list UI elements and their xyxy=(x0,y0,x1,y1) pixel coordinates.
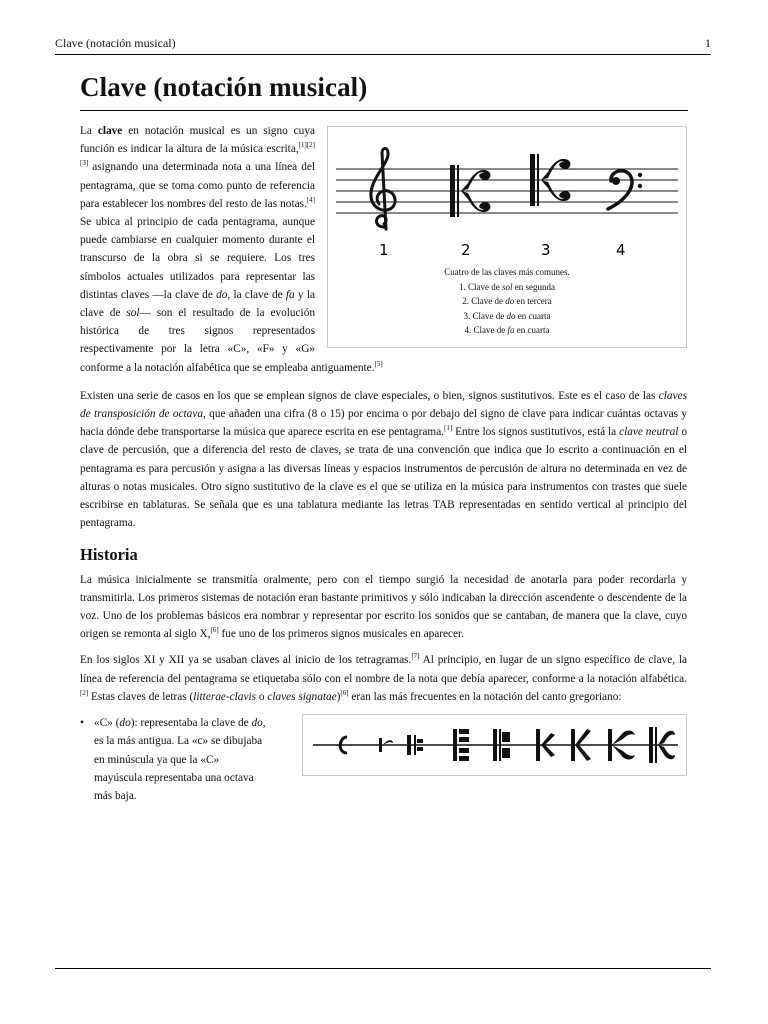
header-rule xyxy=(55,54,711,55)
clef-number-3: 3 xyxy=(541,241,551,259)
list-item xyxy=(80,714,687,805)
clef-number-1: 1 xyxy=(379,241,389,259)
reference-link[interactable]: [7] xyxy=(411,652,420,661)
reference-link[interactable]: [1][2][3] xyxy=(80,141,315,168)
reference-link[interactable]: [6] xyxy=(340,688,349,697)
clef-number-2: 2 xyxy=(461,241,471,259)
footer-rule xyxy=(55,968,711,969)
treble-clef-icon xyxy=(371,149,395,230)
intro-paragraph-2: Existen una serie de casos en los que se emplean signos de clave especiales, o bien, signos sustitutivos. Este es el caso de las claves de transposición de octava, que añaden una cifra (8 o 15) por encima o por debajo del signo de clave para indicar cuántas octavas y hacia dónde debe transportarse la música que aparece escrita en ese pentagrama.[1] Entre los signos sustitutivos, está la clave neutral o clave de percusión, que a diferencia del resto de claves, se trata de una convención que indica que lo escrito a continuación en el pentagrama es para percusión y asigna a las diversas líneas y espacios instrumentos de percusión de altura no determinada en vez de alturas o notas musicales. Otro signo sustitutivo de la clave es el que se utiliza en la música para instrumentos con trastes que suele escribirse en tablaturas. Se señala que es una tablatura mediante las letras TAB representadas en sentido vertical al principio del pentagrama. xyxy=(80,389,688,530)
bullet-text: «C» (do): representaba la clave de do, es la más antigua. La «c» se dibujaba en minúscula ya que la «C» mayúscula representaba una octava más baja. xyxy=(94,717,266,802)
clef-number-4: 4 xyxy=(616,241,626,259)
caption-line: 3. Clave de do en cuarta xyxy=(463,310,551,321)
c-clef-evolution-figure xyxy=(302,714,687,776)
reference-link[interactable]: [2] xyxy=(80,688,89,697)
historia-paragraph-1: La música inicialmente se transmitía oralmente, pero con el tiempo surgió la necesidad de anotarla para poder recordarla y transmitirla. Los primeros sistemas de notación eran bastante primitivos y sólo indicaban la dirección ascendente o descendente de la voz. Uno de los problemas básicos era nombrar y representar por escrito los sonidos que se cantaban, de manera que la clave, cuyo origen se remonta al siglo X,[6] fue uno de los primeros signos musicales en aparecer. xyxy=(80,573,687,641)
clefs-figure xyxy=(327,126,687,348)
page-number: 1 xyxy=(705,36,711,50)
caption-title: Cuatro de las claves más comunes. xyxy=(444,267,570,277)
section-heading-historia: Historia xyxy=(80,545,138,565)
reference-link[interactable]: [5] xyxy=(374,359,383,368)
bullet-marker: • xyxy=(80,717,84,730)
reference-link[interactable]: [4] xyxy=(306,195,315,204)
bass-clef-icon xyxy=(608,171,642,209)
figure-caption xyxy=(328,265,686,338)
reference-link[interactable]: [6] xyxy=(210,626,219,635)
historia-paragraph-2: En los siglos XI y XII ya se usaban claves al inicio de los tetragramas.[7] Al principio, en lugar de un signo específico de clave, la línea de referencia del pentagrama se etiquetaba sólo con el nombre de la nota que debía aparecer, conforme a la notación alfabética.[2] Estas claves de letras (litterae-clavis o claves signatae)[6] eran las más frecuentes en la notación del canto gregoriano: xyxy=(80,652,688,703)
reference-link[interactable]: [1] xyxy=(444,424,453,433)
clefs-staff-image xyxy=(328,127,686,265)
title-rule xyxy=(80,110,688,111)
page-title: Clave (notación musical) xyxy=(80,72,368,102)
running-title: Clave (notación musical) xyxy=(55,36,176,50)
caption-line: 4. Clave de fa en cuarta xyxy=(464,325,550,336)
running-header xyxy=(55,36,711,51)
c-clef-evolution-image xyxy=(303,715,686,775)
article-body xyxy=(80,122,687,805)
caption-line: 1. Clave de sol en segunda xyxy=(458,281,555,292)
caption-line: 2. Clave de do en tercera xyxy=(462,296,552,307)
intro-paragraph-1: La clave en notación musical es un signo cuya función es indicar la altura de la música escrita,[1][2][3] asignando una determinada nota a una línea del pentagrama, que se toma como punto de referencia para establecer los nombres del resto de las notas.[4] Se ubica al principio de cada pentagrama, aunque puede cambiarse en cualquier momento durante el transcurso de la obra si se requiere. Los tres símbolos actuales utilizados para representar las distintas claves —la clave de do, la clave de fa y la clave de sol— son el resultado de la evolución histórica de tres signos representados respectivamente por la letra «C», «F» y «G» conforme a la notación alfabética que se empleaba antiguamente.[5] xyxy=(80,125,383,374)
